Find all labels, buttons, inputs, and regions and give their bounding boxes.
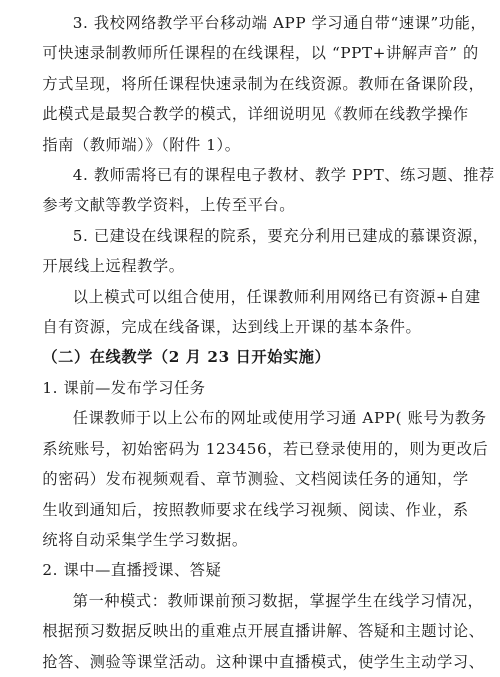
text-line: 4. 教师需将已有的课程电子教材、教学 PPT、练习题、推荐	[72, 166, 495, 185]
text-line: 方式呈现，将所任课程快速录制为在线资源。教师在备课阶段，	[42, 74, 485, 93]
paragraph-speed-course	[12, 8, 487, 160]
section-heading-online-teaching: （二）在线教学（2 月 23 日开始实施）	[42, 348, 331, 367]
paragraph-upload-materials	[12, 160, 495, 221]
text-line: 统将自动采集学生学习数据。	[42, 530, 248, 549]
paragraph-live-mode	[12, 586, 484, 677]
subheading-in-class: 2. 课中—直播授课、答疑	[42, 561, 222, 580]
text-line: 参考文献等教学资料，上传至平台。	[42, 196, 295, 215]
paragraph-publish-tasks	[12, 403, 489, 555]
text-line: 可快速录制教师所任课程的在线课程，以 “PPT+讲解声音” 的	[42, 44, 479, 63]
text-line: 抢答、测验等课堂活动。这种课中直播模式，使学生主动学习、	[42, 652, 485, 671]
text-line: 的密码）发布视频观看、章节测验、文档阅读任务的通知，学	[42, 470, 469, 489]
text-line: 此模式是最契合教学的模式，详细说明见《教师在线教学操作	[42, 105, 469, 124]
text-line: 生收到通知后，按照教师要求在线学习视频、阅读、作业，系	[42, 500, 469, 519]
text-line: 根据预习数据反映出的重难点开展直播讲解、答疑和主题讨论、	[42, 622, 485, 641]
text-line: 3. 我校网络教学平台移动端 APP 学习通自带“速课”功能，	[72, 14, 487, 32]
text-line: 以上模式可以组合使用，任课教师利用网络已有资源+自建	[72, 287, 481, 306]
text-line: 第一种模式：教师课前预习数据，掌握学生在线学习情况，	[72, 591, 484, 610]
paragraph-mooc-resources	[12, 221, 489, 282]
text-line: 任课教师于以上公布的网址或使用学习通 APP( 账号为教务	[72, 409, 487, 428]
text-line: 自有资源，完成在线备课，达到线上开课的基本条件。	[42, 318, 422, 337]
text-line: 5. 已建设在线课程的院系，要充分利用已建成的慕课资源，	[72, 226, 489, 245]
text-line: 指南（教师端）》（附件 1）。	[42, 135, 241, 154]
text-line: 开展线上远程教学。	[42, 257, 185, 276]
text-line: 系统账号，初始密码为 123456，若已登录使用的，则为更改后	[42, 439, 489, 458]
subheading-pre-class: 1. 课前—发布学习任务	[42, 378, 206, 397]
paragraph-combined-modes	[12, 282, 484, 343]
